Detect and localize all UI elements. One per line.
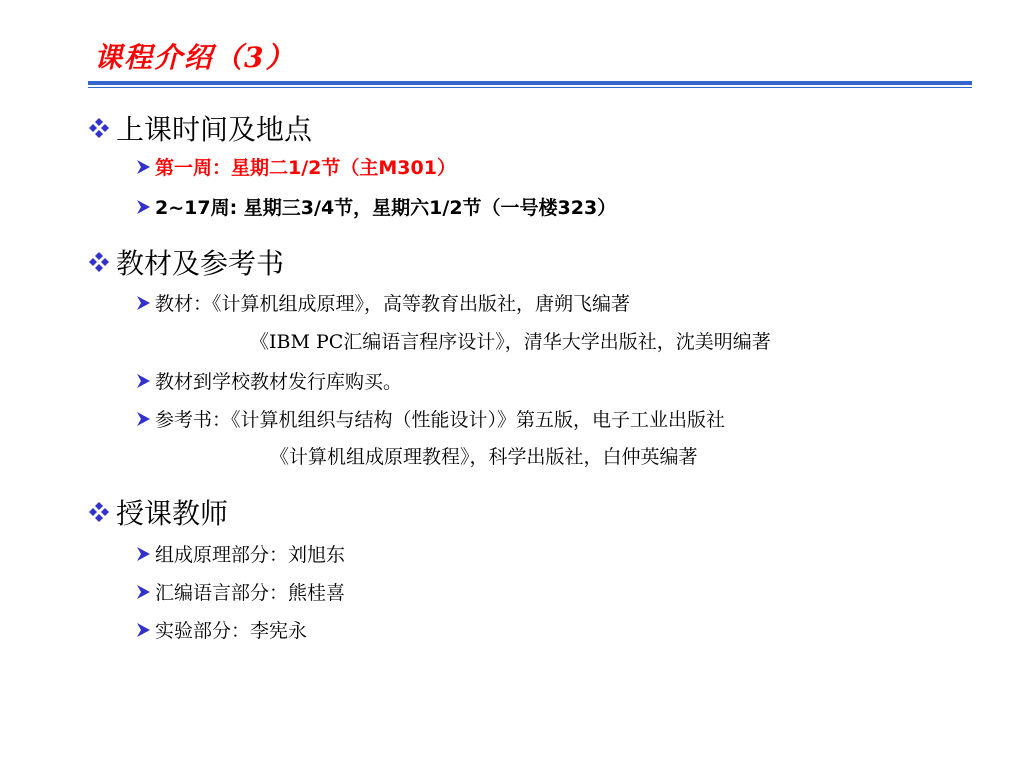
arrow-right-icon xyxy=(135,159,151,175)
title-underline-thin xyxy=(88,87,972,88)
item-text: 组成原理部分：刘旭东 xyxy=(155,544,346,566)
four-diamond-icon xyxy=(88,117,110,139)
section-textbooks xyxy=(88,242,284,282)
item-text: 第一周：星期二1/2节（主M301） xyxy=(155,157,456,179)
arrow-right-icon xyxy=(135,199,151,215)
section-heading: 教材及参考书 xyxy=(116,247,285,280)
slide-title: 课程介绍（3） xyxy=(94,41,296,74)
item-text: 教材：《计算机组成原理》，高等教育出版社，唐朔飞编著 xyxy=(155,293,631,315)
section-heading: 授课教师 xyxy=(116,497,229,530)
item-text: 教材到学校教材发行库购买。 xyxy=(155,371,403,393)
item-text: 汇编语言部分：熊桂喜 xyxy=(155,582,346,604)
item-text: 实验部分：李宪永 xyxy=(155,620,308,642)
section-instructors xyxy=(88,492,228,532)
arrow-right-icon xyxy=(135,584,151,600)
arrow-right-icon xyxy=(135,373,151,389)
list-item xyxy=(135,153,456,180)
arrow-right-icon xyxy=(135,546,151,562)
four-diamond-icon xyxy=(88,501,110,523)
arrow-right-icon xyxy=(135,622,151,638)
list-item xyxy=(135,616,307,643)
four-diamond-icon xyxy=(88,251,110,273)
item-text: 2~17周: 星期三3/4节，星期六1/2节（一号楼323） xyxy=(155,197,617,219)
list-item xyxy=(135,405,725,432)
title-underline xyxy=(88,81,972,85)
item-continuation: 《IBM PC汇编语言程序设计》，清华大学出版社，沈美明编著 xyxy=(250,331,771,353)
arrow-right-icon xyxy=(135,411,151,427)
list-item xyxy=(135,578,345,605)
list-item xyxy=(135,367,402,394)
list-item xyxy=(135,193,616,220)
arrow-right-icon xyxy=(135,295,151,311)
list-item xyxy=(135,540,345,567)
section-heading: 上课时间及地点 xyxy=(116,113,313,146)
section-schedule xyxy=(88,108,312,148)
item-continuation: 《计算机组成原理教程》，科学出版社，白仲英编著 xyxy=(270,446,698,468)
item-text: 参考书：《计算机组织与结构（性能设计）》第五版，电子工业出版社 xyxy=(155,409,726,431)
list-item xyxy=(135,289,630,316)
